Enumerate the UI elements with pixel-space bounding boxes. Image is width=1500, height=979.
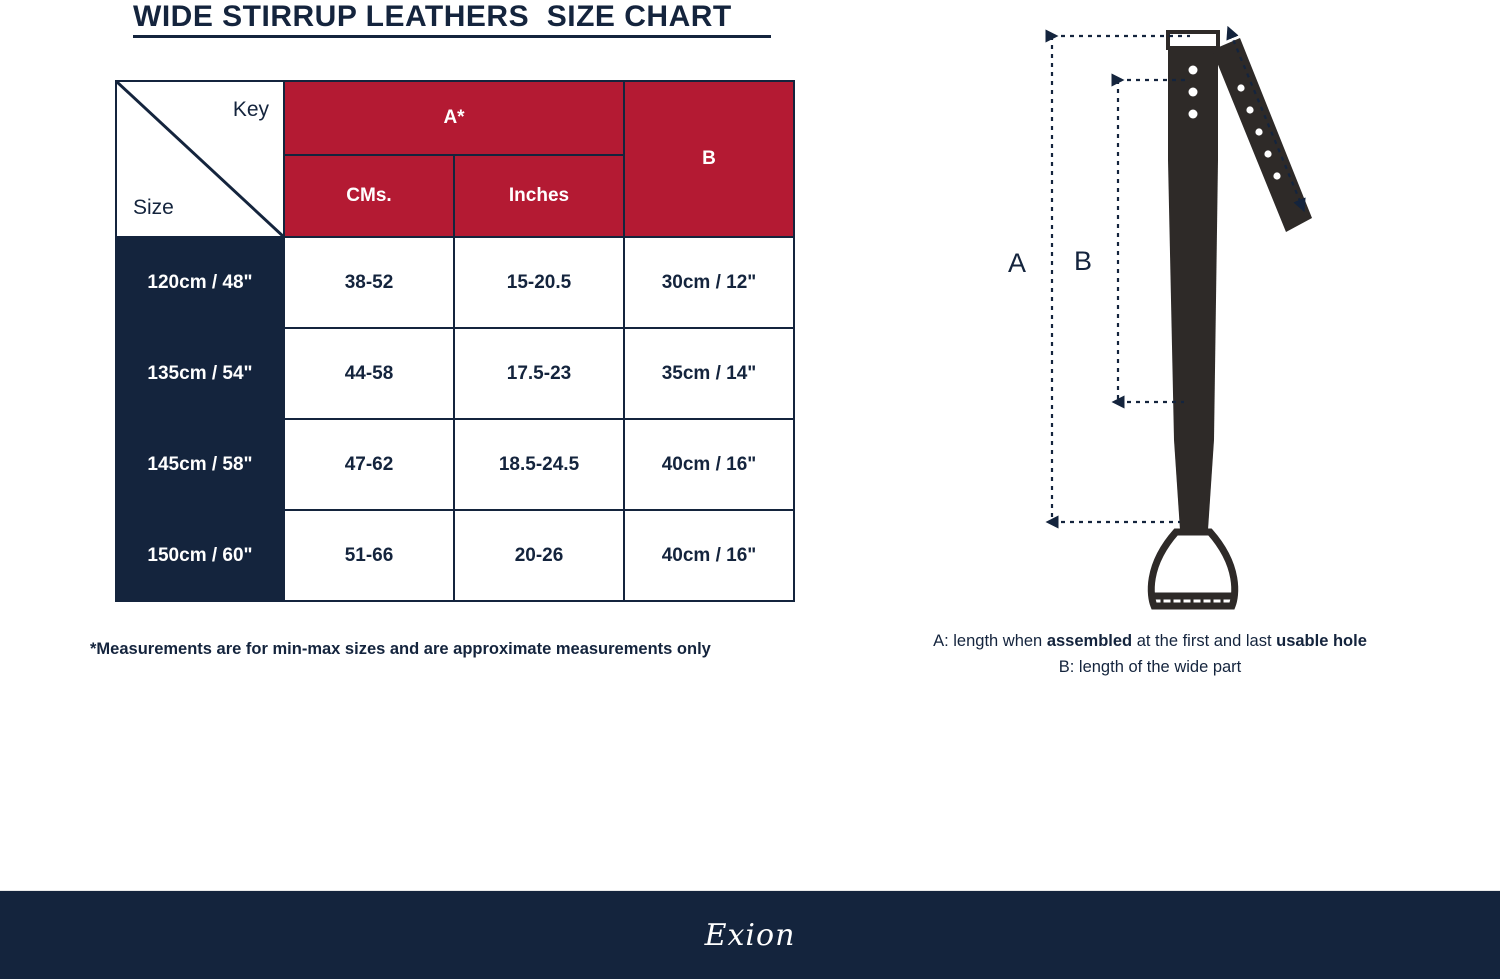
row-size-label: 135cm / 54" bbox=[116, 328, 284, 419]
table-header-row-1 bbox=[116, 81, 794, 155]
row-value-cms: 38-52 bbox=[284, 237, 454, 328]
brand-logo: Exion bbox=[704, 917, 796, 953]
table-row bbox=[116, 237, 794, 328]
row-value-cms: 51-66 bbox=[284, 510, 454, 601]
row-value-cms: 47-62 bbox=[284, 419, 454, 510]
legend-line-b: B: length of the wide part bbox=[1058, 658, 1242, 677]
column-group-header-b: B bbox=[624, 81, 794, 237]
dimension-label-b: B bbox=[1074, 246, 1093, 276]
dimension-label-a: A bbox=[1008, 248, 1027, 278]
column-header-inches: Inches bbox=[454, 155, 624, 237]
measurements-footnote: *Measurements are for min-max sizes and are approximate measurements only bbox=[90, 640, 711, 658]
size-chart-table bbox=[115, 80, 795, 602]
row-value-b: 35cm / 14" bbox=[624, 328, 794, 419]
corner-key-label: Key bbox=[232, 98, 269, 121]
legend-a-pre: A: length when bbox=[933, 632, 1047, 650]
row-value-inches: 15-20.5 bbox=[454, 237, 624, 328]
column-header-cms: CMs. bbox=[284, 155, 454, 237]
table-row bbox=[116, 419, 794, 510]
column-group-header-a: A* bbox=[284, 81, 624, 155]
row-value-inches: 20-26 bbox=[454, 510, 624, 601]
row-value-cms: 44-58 bbox=[284, 328, 454, 419]
leather-strap-tail bbox=[1212, 38, 1312, 232]
legend-a-bold-assembled: assembled bbox=[1046, 632, 1133, 650]
row-value-inches: 17.5-23 bbox=[454, 328, 624, 419]
stirrup-leather-diagram bbox=[940, 10, 1360, 620]
page-title: WIDE STIRRUP LEATHERS SIZE CHART bbox=[133, 0, 732, 33]
title-underline bbox=[133, 35, 771, 38]
stirrup-leather-illustration bbox=[940, 10, 1360, 620]
corner-size-label: Size bbox=[133, 196, 174, 219]
leather-strap-shape bbox=[1168, 32, 1218, 530]
corner-key-size-cell bbox=[116, 81, 284, 237]
row-size-label: 150cm / 60" bbox=[116, 510, 284, 601]
row-value-b: 30cm / 12" bbox=[624, 237, 794, 328]
row-value-b: 40cm / 16" bbox=[624, 510, 794, 601]
row-value-inches: 18.5-24.5 bbox=[454, 419, 624, 510]
diagram-legend bbox=[870, 628, 1430, 681]
legend-line-a bbox=[870, 628, 1430, 654]
stirrup-iron-shape bbox=[1151, 532, 1234, 606]
legend-a-bold-usable-hole: usable hole bbox=[1276, 632, 1367, 650]
table-row bbox=[116, 328, 794, 419]
legend-a-mid: at the first and last bbox=[1132, 632, 1277, 650]
row-size-label: 145cm / 58" bbox=[116, 419, 284, 510]
row-value-b: 40cm / 16" bbox=[624, 419, 794, 510]
size-chart-table-wrapper bbox=[115, 80, 793, 598]
row-size-label: 120cm / 48" bbox=[116, 237, 284, 328]
footer-bar bbox=[0, 891, 1500, 979]
table-row bbox=[116, 510, 794, 601]
